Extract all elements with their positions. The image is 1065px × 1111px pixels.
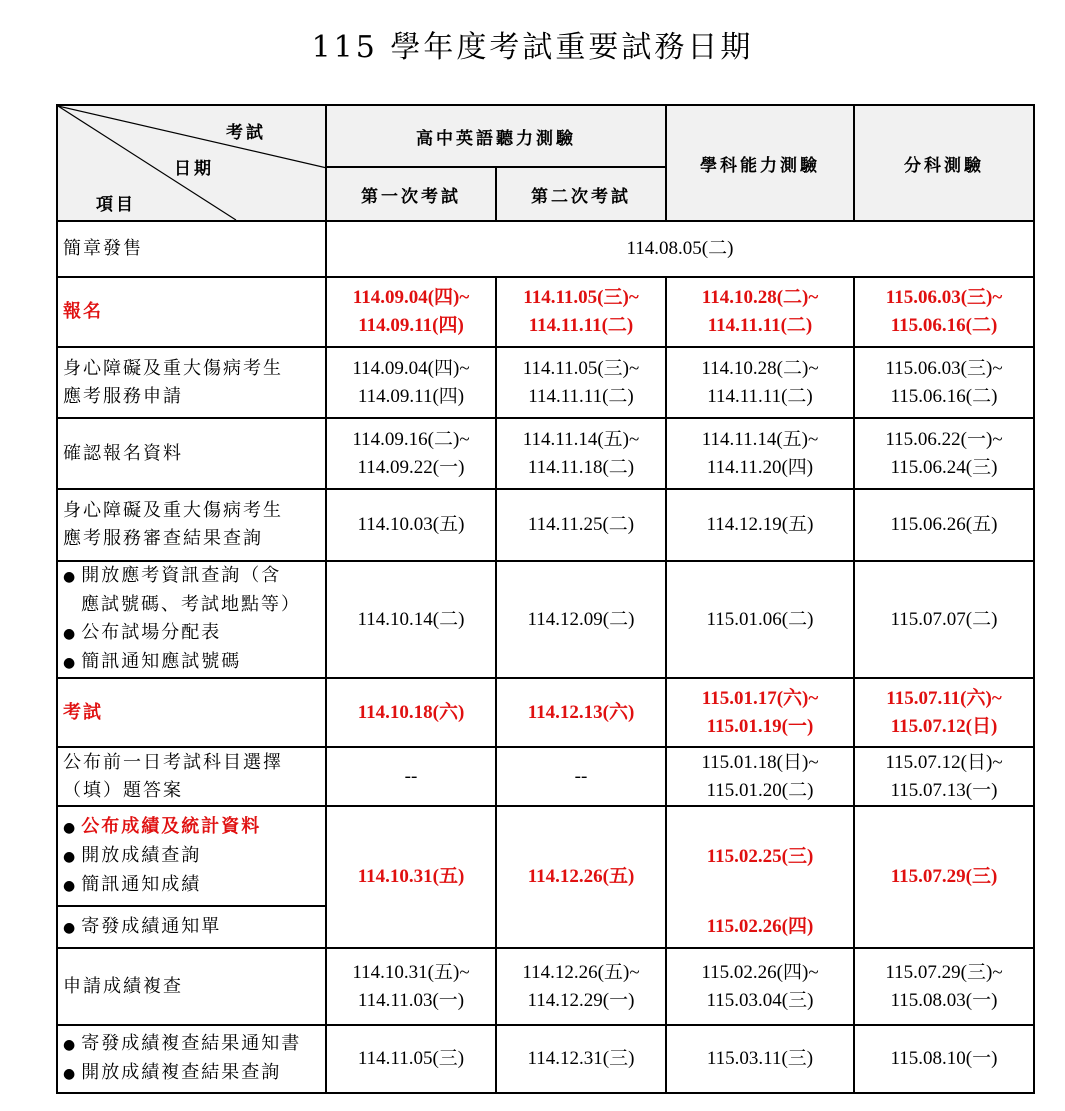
- date-cell: 115.01.06(二): [666, 561, 854, 678]
- date-cell: 114.12.09(二): [496, 561, 666, 678]
- date-cell: 114.10.18(六): [326, 678, 496, 747]
- date-cell: 114.11.05(三)~ 114.11.11(二): [496, 277, 666, 347]
- date-cell: 115.07.29(三): [854, 806, 1034, 948]
- table-row: [57, 678, 1034, 747]
- date-cell: 114.11.05(三): [326, 1025, 496, 1093]
- date-cell: 114.09.16(二)~ 114.09.22(一): [326, 418, 496, 489]
- date-cell: --: [326, 747, 496, 806]
- table-row: [57, 221, 1034, 277]
- row-label: 公布前一日考試科目選擇 （填）題答案: [57, 747, 326, 806]
- date-cell: 114.10.28(二)~ 114.11.11(二): [666, 277, 854, 347]
- date-cell: 115.07.11(六)~ 115.07.12(日): [854, 678, 1034, 747]
- table-row: [57, 948, 1034, 1025]
- date-cell: 115.01.17(六)~ 115.01.19(一): [666, 678, 854, 747]
- row-label: ● 公布成績及統計資料 ● 開放成績查詢 ● 簡訊通知成績: [57, 806, 326, 906]
- date-cell: 115.02.25(三): [666, 806, 854, 906]
- date-cell: 114.10.31(五): [326, 806, 496, 948]
- date-cell: 115.06.26(五): [854, 489, 1034, 561]
- second-exam-header: 第二次考試: [496, 167, 666, 221]
- row-label: 確認報名資料: [57, 418, 326, 489]
- ast-header: 分科測驗: [854, 105, 1034, 221]
- date-cell: 115.07.07(二): [854, 561, 1034, 678]
- date-cell: 115.08.10(一): [854, 1025, 1034, 1093]
- listening-test-header: 高中英語聽力測驗: [326, 105, 666, 167]
- date-cell: 114.11.25(二): [496, 489, 666, 561]
- table-row: [57, 806, 1034, 906]
- date-cell: 114.10.28(二)~ 114.11.11(二): [666, 347, 854, 418]
- row-label: ● 寄發成績複查結果通知書 ● 開放成績複查結果查詢: [57, 1025, 326, 1093]
- table-row: [57, 418, 1034, 489]
- gsat-header: 學科能力測驗: [666, 105, 854, 221]
- date-cell: 114.09.04(四)~ 114.09.11(四): [326, 347, 496, 418]
- row-label: 身心障礙及重大傷病考生 應考服務申請: [57, 347, 326, 418]
- corner-header: [57, 105, 326, 221]
- date-cell: 114.12.31(三): [496, 1025, 666, 1093]
- corner-item-label: 項目: [96, 195, 136, 215]
- date-cell: 114.12.13(六): [496, 678, 666, 747]
- date-cell: 114.12.19(五): [666, 489, 854, 561]
- row-label: 考試: [57, 678, 326, 747]
- date-cell: --: [496, 747, 666, 806]
- date-cell: 115.06.03(三)~ 115.06.16(二): [854, 277, 1034, 347]
- corner-exam-label: 考試: [226, 123, 266, 143]
- date-cell: 114.11.14(五)~ 114.11.18(二): [496, 418, 666, 489]
- table-row: [57, 489, 1034, 561]
- table-row: [57, 347, 1034, 418]
- date-cell: 115.06.22(一)~ 115.06.24(三): [854, 418, 1034, 489]
- row-label: ● 寄發成績通知單: [57, 906, 326, 948]
- table-row: [57, 277, 1034, 347]
- date-cell: 114.11.05(三)~ 114.11.11(二): [496, 347, 666, 418]
- row-label: 簡章發售: [57, 221, 326, 277]
- table-row: [57, 1025, 1034, 1093]
- schedule-table: [56, 104, 1035, 1094]
- date-cell: 114.10.31(五)~ 114.11.03(一): [326, 948, 496, 1025]
- table-row: [57, 561, 1034, 678]
- row-label: 報名: [57, 277, 326, 347]
- date-cell: 114.10.03(五): [326, 489, 496, 561]
- table-row: [57, 747, 1034, 806]
- row-label: ● 開放應考資訊查詢（含 應試號碼、考試地點等） ● 公布試場分配表 ● 簡訊通知應試號碼: [57, 561, 326, 678]
- date-cell: 115.02.26(四): [666, 906, 854, 948]
- row-label: 身心障礙及重大傷病考生 應考服務審查結果查詢: [57, 489, 326, 561]
- date-cell: 115.06.03(三)~ 115.06.16(二): [854, 347, 1034, 418]
- corner-date-label: 日期: [174, 159, 214, 179]
- date-cell: 114.08.05(二): [326, 221, 1034, 277]
- date-cell: 115.07.12(日)~ 115.07.13(一): [854, 747, 1034, 806]
- row-label: 申請成績複查: [57, 948, 326, 1025]
- date-cell: 114.11.14(五)~ 114.11.20(四): [666, 418, 854, 489]
- date-cell: 115.03.11(三): [666, 1025, 854, 1093]
- date-cell: 114.10.14(二): [326, 561, 496, 678]
- page-title: 115 學年度考試重要試務日期: [311, 30, 754, 65]
- first-exam-header: 第一次考試: [326, 167, 496, 221]
- date-cell: 115.01.18(日)~ 115.01.20(二): [666, 747, 854, 806]
- date-cell: 114.12.26(五): [496, 806, 666, 948]
- date-cell: 114.12.26(五)~ 114.12.29(一): [496, 948, 666, 1025]
- date-cell: 114.09.04(四)~ 114.09.11(四): [326, 277, 496, 347]
- date-cell: 115.02.26(四)~ 115.03.04(三): [666, 948, 854, 1025]
- date-cell: 115.07.29(三)~ 115.08.03(一): [854, 948, 1034, 1025]
